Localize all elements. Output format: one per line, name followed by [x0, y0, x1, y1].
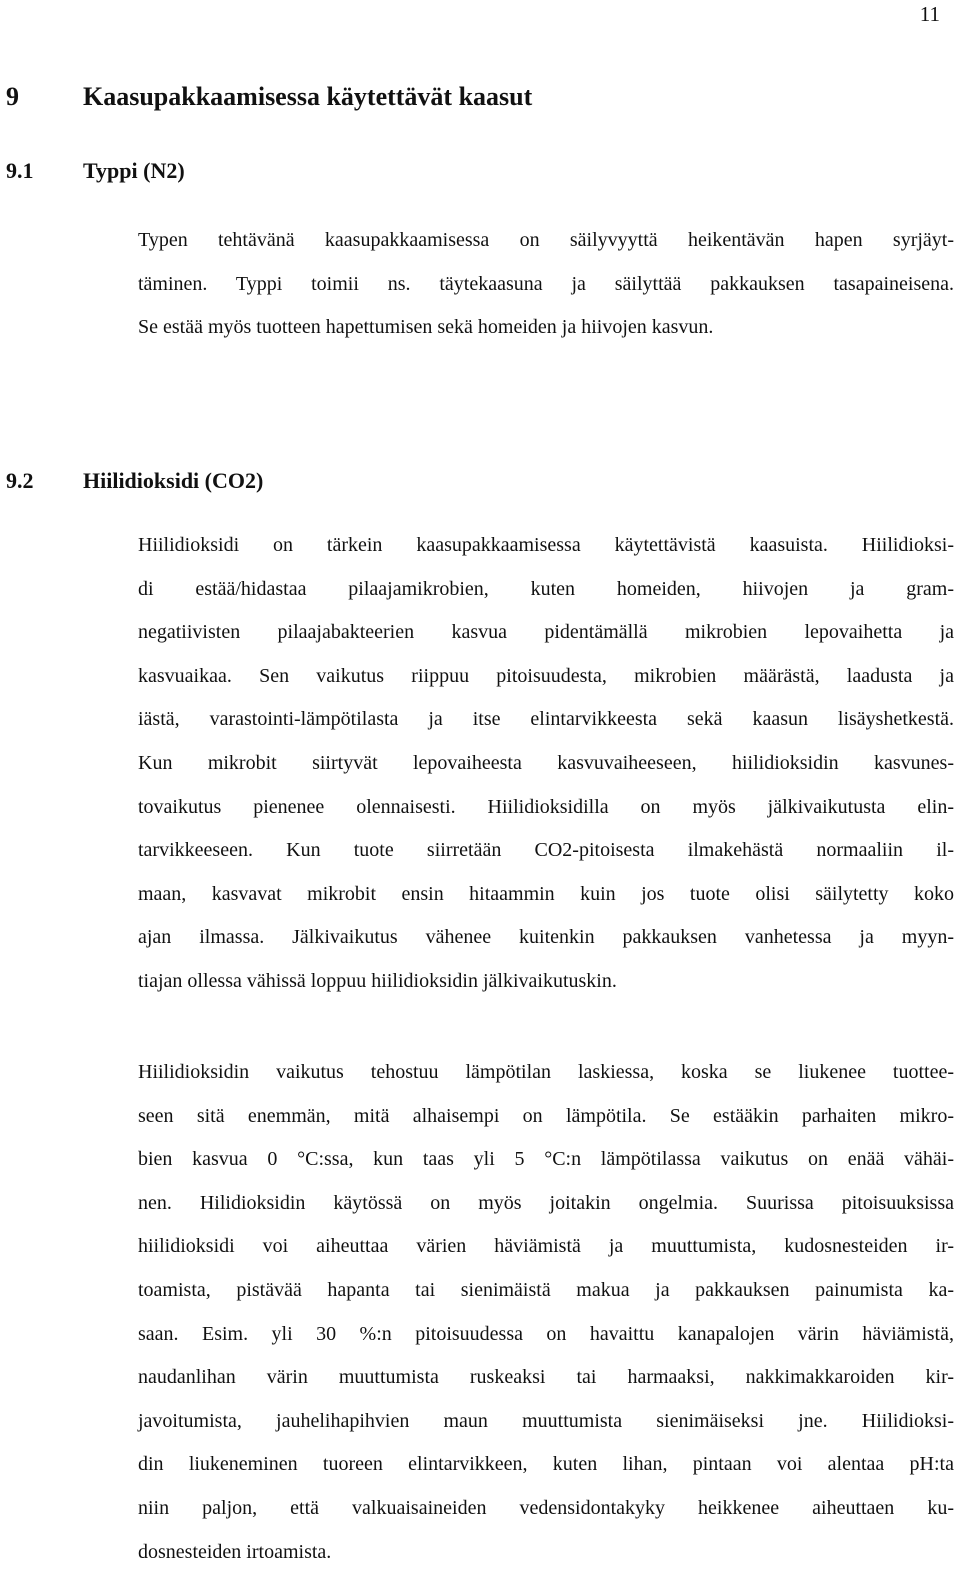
section-heading-typpi: [6, 158, 185, 184]
paragraph-line: nen. Hilidioksidin käytössä on myös joitakin ongelmia. Suurissa pitoisuuksissa: [138, 1191, 954, 1214]
paragraph-line: kasvuaikaa. Sen vaikutus riippuu pitoisuudesta, mikrobien määrästä, laadusta ja: [138, 664, 954, 687]
paragraph-line: saan. Esim. yli 30 %:n pitoisuudessa on havaittu kanapalojen värin häviämistä,: [138, 1322, 954, 1345]
paragraph-line: dosnesteiden irtoamista.: [138, 1540, 332, 1563]
paragraph-line: tarvikkeeseen. Kun tuote siirretään CO2-pitoisesta ilmakehästä normaaliin il-: [138, 839, 954, 862]
paragraph-line: bien kasvua 0 °C:ssa, kun taas yli 5 °C:n lämpötilassa vaikutus on enää vähäi-: [138, 1148, 954, 1171]
paragraph-line: tiajan ollessa vähissä loppuu hiilidioksidin jälkivaikutuskin.: [138, 969, 617, 992]
paragraph-line: Se estää myös tuotteen hapettumisen sekä homeiden ja hiivojen kasvun.: [138, 316, 714, 339]
section-number: 9.2: [6, 468, 34, 493]
section-title: Typpi (N2): [83, 158, 185, 183]
paragraph-line: tovaikutus pienenee olennaisesti. Hiilidioksidilla on myös jälkivaikutusta elin-: [138, 795, 954, 818]
chapter-title: Kaasupakkaamisessa käytettävät kaasut: [83, 82, 533, 111]
section-heading-hiilidioksidi: [6, 468, 263, 494]
paragraph-line: täminen. Typpi toimii ns. täytekaasuna ja säilyttää pakkauksen tasapaineisena.: [138, 272, 954, 295]
paragraph-line: javoitumista, jauhelihapihvien maun muuttumista sienimäiseksi jne. Hiilidioksi-: [138, 1409, 954, 1432]
paragraph-line: Kun mikrobit siirtyvät lepovaiheesta kasvuvaiheeseen, hiilidioksidin kasvunes-: [138, 751, 954, 774]
paragraph-line: iästä, varastointi-lämpötilasta ja itse elintarvikkeesta sekä kaasun lisäyshetkestä.: [138, 708, 954, 731]
paragraph-line: toamista, pistävää hapanta tai sienimäistä makua ja pakkauksen painumista ka-: [138, 1278, 954, 1301]
paragraph-line: naudanlihan värin muuttumista ruskeaksi tai harmaaksi, nakkimakkaroiden kir-: [138, 1366, 954, 1389]
section-number: 9.1: [6, 158, 34, 183]
chapter-heading: [6, 82, 532, 112]
paragraph-hiilidioksidi-1: [138, 524, 954, 1004]
chapter-number: 9: [6, 82, 19, 111]
paragraph-line: hiilidioksidi voi aiheuttaa värien häviämistä ja muuttumista, kudosnesteiden ir-: [138, 1235, 954, 1258]
paragraph-line: maan, kasvavat mikrobit ensin hitaammin kuin jos tuote olisi säilytetty koko: [138, 882, 954, 905]
paragraph-line: negatiivisten pilaajabakteerien kasvua pidentämällä mikrobien lepovaihetta ja: [138, 621, 954, 644]
paragraph-line: niin paljon, että valkuaisaineiden vedensidontakyky heikkenee aiheuttaen ku-: [138, 1496, 954, 1519]
paragraph-line: Hiilidioksidin vaikutus tehostuu lämpötilan laskiessa, koska se liukenee tuottee-: [138, 1061, 954, 1083]
paragraph-hiilidioksidi-2: [138, 1051, 954, 1574]
paragraph-line: ajan ilmassa. Jälkivaikutus vähenee kuitenkin pakkauksen vanhetessa ja myyn-: [138, 926, 954, 949]
paragraph-line: din liukeneminen tuoreen elintarvikkeen, kuten lihan, pintaan voi alentaa pH:ta: [138, 1453, 954, 1476]
section-title: Hiilidioksidi (CO2): [83, 468, 264, 493]
page-number: 11: [919, 2, 940, 26]
paragraph-typpi: [138, 219, 954, 350]
paragraph-line: Typen tehtävänä kaasupakkaamisessa on säilyvyyttä heikentävän hapen syrjäyt-: [138, 229, 954, 251]
paragraph-line: seen sitä enemmän, mitä alhaisempi on lämpötila. Se estääkin parhaiten mikro-: [138, 1104, 954, 1127]
paragraph-line: di estää/hidastaa pilaajamikrobien, kuten homeiden, hiivojen ja gram-: [138, 577, 954, 600]
paragraph-line: Hiilidioksidi on tärkein kaasupakkaamisessa käytettävistä kaasuista. Hiilidioksi-: [138, 534, 954, 556]
